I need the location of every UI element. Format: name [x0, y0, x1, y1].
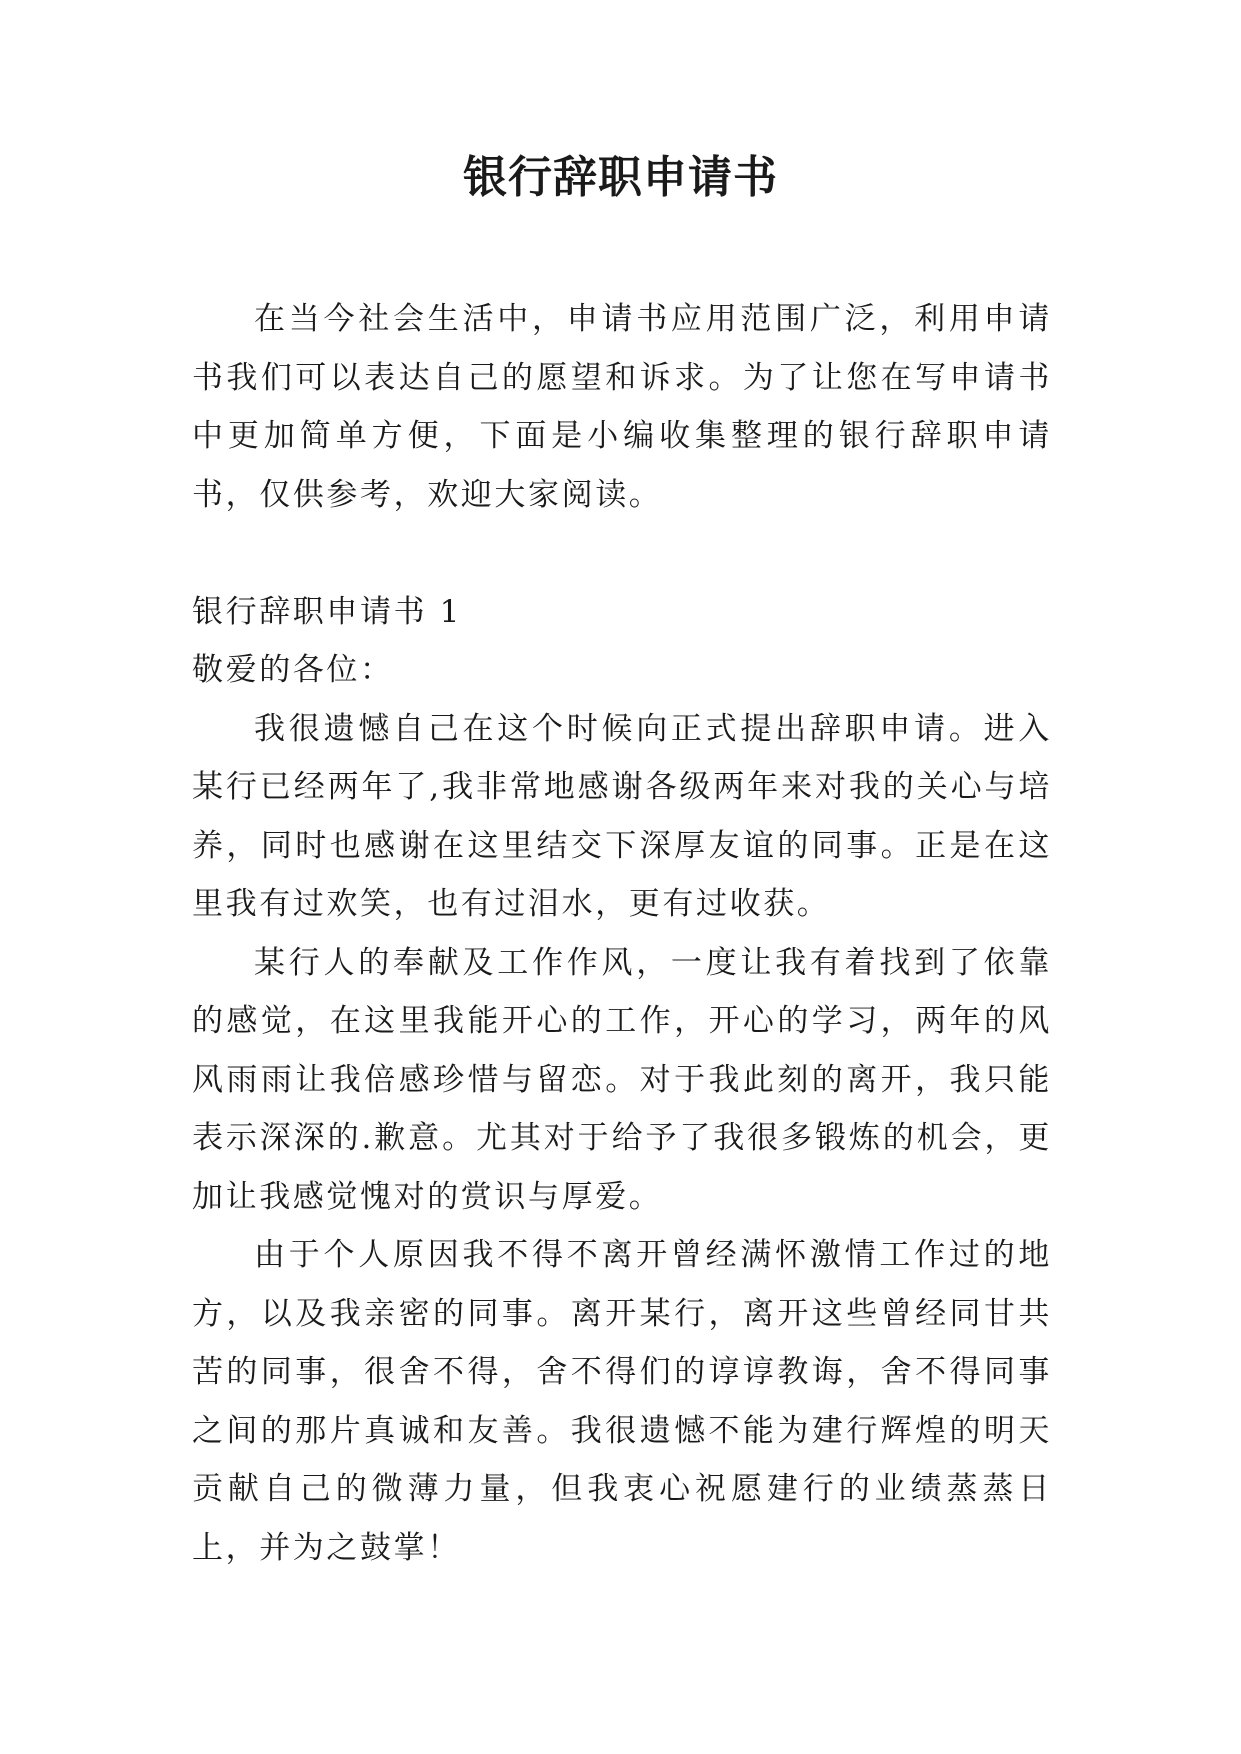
document-title: 银行辞职申请书	[463, 152, 778, 203]
section-heading: 银行辞职申请书 1	[192, 593, 462, 630]
document-body	[192, 290, 1052, 1577]
body-paragraph-2: 某行人的奉献及工作作风，一度让我有着找到了依靠的感觉，在这里我能开心的工作，开心的学习，两年的风风雨雨让我倍感珍惜与留恋。对于我此刻的离开，我只能表示深深的.歉意。尤其对于给予了我很多锻炼的机会，更加让我感觉愧对的赏识与厚爱。	[192, 944, 1052, 1215]
body-paragraph-3: 由于个人原因我不得不离开曾经满怀激情工作过的地方，以及我亲密的同事。离开某行，离开这些曾经同甘共苦的同事，很舍不得，舍不得们的谆谆教诲，舍不得同事之间的那片真诚和友善。我很遗憾不能为建行辉煌的明天贡献自己的微薄力量，但我衷心祝愿建行的业绩蒸蒸日上，并为之鼓掌！	[192, 1237, 1052, 1566]
salutation: 敬爱的各位：	[192, 652, 394, 688]
intro-paragraph: 在当今社会生活中，申请书应用范围广泛，利用申请书我们可以表达自己的愿望和诉求。为了让您在写申请书中更加简单方便，下面是小编收集整理的银行辞职申请书，仅供参考，欢迎大家阅读。	[192, 301, 1052, 513]
body-paragraph-1: 我很遗憾自己在这个时候向正式提出辞职申请。进入某行已经两年了,我非常地感谢各级两年来对我的关心与培养，同时也感谢在这里结交下深厚友谊的同事。正是在这里我有过欢笑，也有过泪水，更有过收获。	[192, 710, 1052, 922]
paragraph-gap	[192, 524, 1052, 583]
